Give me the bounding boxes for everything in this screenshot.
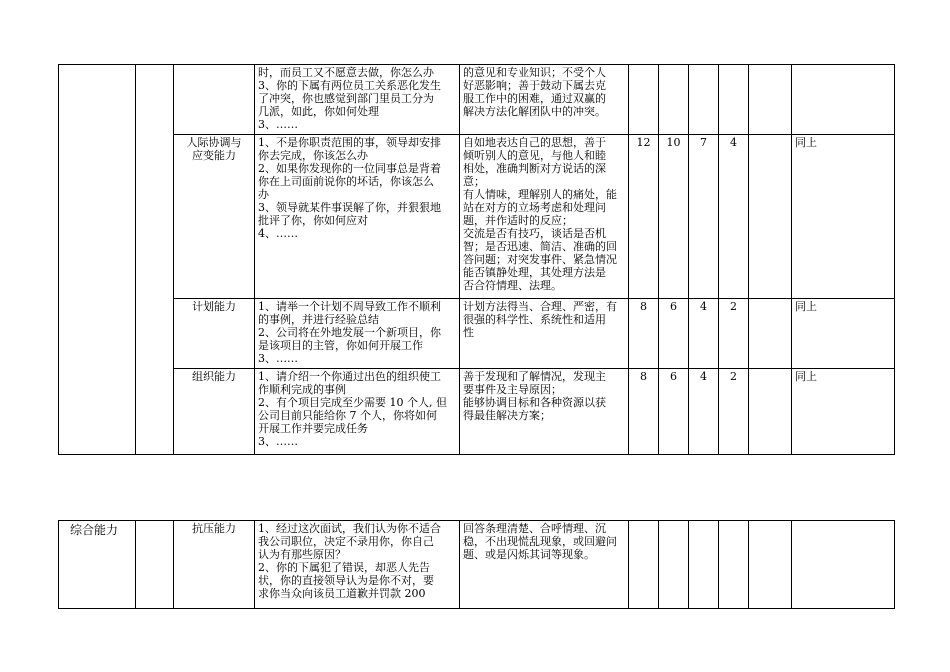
dimension-cell — [174, 135, 255, 299]
score-cell: 2 — [719, 299, 749, 369]
criteria-cell — [460, 65, 629, 135]
questions-cell — [255, 521, 460, 609]
evaluation-table-top — [58, 64, 895, 455]
question-line: 是该项目的主管，你如何开展工作 — [258, 339, 423, 352]
dimension-cell: 计划能力 — [174, 299, 255, 369]
note-cell — [792, 65, 895, 135]
question-line: 3、…… — [258, 118, 298, 131]
criteria-line: 善于发现和了解情况，发现主 — [463, 370, 606, 383]
question-line: 1、不是你职责范围的事，领导却安排 — [258, 136, 441, 149]
score-cell: 7 — [689, 135, 719, 299]
dimension-cell — [174, 65, 255, 135]
dimension-cell: 抗压能力 — [174, 521, 255, 609]
question-line: 的事例，并进行经验总结 — [258, 313, 379, 326]
question-line: 状，你的直接领导认为是你不对，要 — [258, 574, 434, 587]
subcategory-cell — [136, 521, 174, 609]
question-line: 时，而员工又不愿意去做，你怎么办 — [258, 66, 434, 79]
question-line: 3、领导就某件事误解了你，并狠狠地 — [258, 201, 441, 214]
note-cell: 同上 — [792, 135, 895, 299]
question-line: 3、…… — [258, 435, 298, 448]
question-line: 1、请介绍一个你通过出色的组织使工 — [258, 370, 441, 383]
score-cell — [719, 65, 749, 135]
criteria-line: 好恶影响；善于鼓动下属去克 — [463, 79, 606, 92]
table-row — [59, 299, 895, 369]
question-line: 了冲突，你也感觉到部门里员工分为 — [258, 92, 434, 105]
criteria-line: 意； — [463, 175, 485, 188]
category-label: 综合能力 — [70, 523, 119, 537]
criteria-cell — [460, 369, 629, 455]
score-cell: 8 — [629, 369, 659, 455]
score-cell: 2 — [719, 369, 749, 455]
criteria-line: 计划方法得当、合理、严密，有 — [463, 300, 617, 313]
score-cell — [689, 521, 719, 609]
score-cell — [689, 65, 719, 135]
question-line: 批评了你，你如何应对 — [258, 214, 368, 227]
criteria-line: 智；是否迅速、简洁、准确的回 — [463, 240, 617, 253]
subcategory-cell — [136, 65, 174, 455]
criteria-line: 回答条理清楚、合呼情理、沉 — [463, 522, 606, 535]
question-line: 4、…… — [258, 227, 298, 240]
question-line: 作顺利完成的事例 — [258, 383, 346, 396]
criteria-line: 答问题；对突发事件、紧急情况 — [463, 253, 617, 266]
question-line: 求你当众向该员工道歉并罚款 200 — [258, 587, 426, 600]
questions-cell — [255, 135, 460, 299]
criteria-line: 很强的科学性、系统性和适用 — [463, 313, 606, 326]
question-line: 认为有那些原因？ — [258, 548, 346, 561]
criteria-line: 服工作中的困难，通过双赢的 — [463, 92, 606, 105]
question-line: 你去完成，你该怎么办 — [258, 149, 368, 162]
score-cell — [629, 65, 659, 135]
criteria-line: 交流是否有技巧，谈话是否机 — [463, 227, 606, 240]
criteria-line: 题，并作适时的反应； — [463, 214, 573, 227]
criteria-line: 得最佳解决方案； — [463, 409, 551, 422]
note-cell — [792, 521, 895, 609]
question-line: 2、如果你发现你的一位同事总是背着 — [258, 162, 441, 175]
criteria-line: 倾听别人的意见，与他人和睦 — [463, 149, 606, 162]
criteria-cell — [460, 521, 629, 609]
category-cell — [59, 521, 136, 609]
score-cell: 8 — [629, 299, 659, 369]
criteria-line: 有人情味，理解别人的痛处，能 — [463, 188, 617, 201]
note-cell: 同上 — [792, 299, 895, 369]
dimension-cell: 组织能力 — [174, 369, 255, 455]
question-line: 2、公司将在外地发展一个新项目，你 — [258, 326, 441, 339]
blank-cell — [749, 65, 792, 135]
score-cell: 4 — [719, 135, 749, 299]
criteria-cell — [460, 299, 629, 369]
question-line: 开展工作并要完成任务 — [258, 422, 368, 435]
table-row — [59, 369, 895, 455]
question-line: 2、你的下属犯了错误，却恶人先告 — [258, 561, 430, 574]
criteria-cell — [460, 135, 629, 299]
criteria-line: 性 — [463, 326, 474, 339]
score-cell — [629, 521, 659, 609]
table-row — [59, 521, 895, 609]
score-cell: 4 — [689, 299, 719, 369]
question-line: 你在上司面前说你的坏话，你该怎么 — [258, 175, 434, 188]
criteria-line: 解决方法化解团队中的冲突。 — [463, 105, 606, 118]
score-cell: 6 — [659, 299, 689, 369]
criteria-line: 稳，不出现慌乱现象，或回避问 — [463, 535, 617, 548]
criteria-line: 站在对方的立场考虑和处理问 — [463, 201, 606, 214]
criteria-line: 否合符情理、法理。 — [463, 279, 562, 292]
criteria-line: 要事件及主导原因； — [463, 383, 562, 396]
question-line: 1、请举一个计划不周导致工作不顺利 — [258, 300, 441, 313]
table-row — [59, 135, 895, 299]
criteria-line: 相处，准确判断对方说话的深 — [463, 162, 606, 175]
question-line: 1、经过这次面试，我们认为你不适合 — [258, 522, 441, 535]
score-cell: 6 — [659, 369, 689, 455]
question-line: 2、有个项目完成至少需要 10 个人, 但 — [258, 396, 447, 409]
criteria-line: 能够协调目标和各种资源以获 — [463, 396, 606, 409]
criteria-line: 的意见和专业知识；不受个人 — [463, 66, 606, 79]
criteria-line: 题、或是闪烁其词等现象。 — [463, 548, 595, 561]
score-cell — [659, 65, 689, 135]
score-cell — [719, 521, 749, 609]
questions-cell — [255, 299, 460, 369]
question-line: 公司目前只能给你 7 个人，你将如何 — [258, 409, 437, 422]
table-row — [59, 65, 895, 135]
evaluation-table-bottom — [58, 520, 895, 609]
blank-cell — [749, 135, 792, 299]
question-line: 3、你的下属有两位员工关系恶化发生 — [258, 79, 441, 92]
dimension-label: 人际协调与应变能力 — [186, 136, 242, 162]
question-line: 办 — [258, 188, 269, 201]
question-line: 几派，如此，你如何处理 — [258, 105, 379, 118]
questions-cell — [255, 369, 460, 455]
criteria-line: 能否镇静处理，其处理方法是 — [463, 266, 606, 279]
score-cell — [659, 521, 689, 609]
question-line: 3、…… — [258, 352, 298, 365]
question-line: 我公司职位，决定不录用你，你自己 — [258, 535, 434, 548]
blank-cell — [749, 369, 792, 455]
category-cell — [59, 65, 136, 455]
criteria-line: 自如地表达自己的思想，善于 — [463, 136, 606, 149]
note-cell: 同上 — [792, 369, 895, 455]
score-cell: 10 — [659, 135, 689, 299]
blank-cell — [749, 299, 792, 369]
blank-cell — [749, 521, 792, 609]
questions-cell — [255, 65, 460, 135]
score-cell: 12 — [629, 135, 659, 299]
score-cell: 4 — [689, 369, 719, 455]
